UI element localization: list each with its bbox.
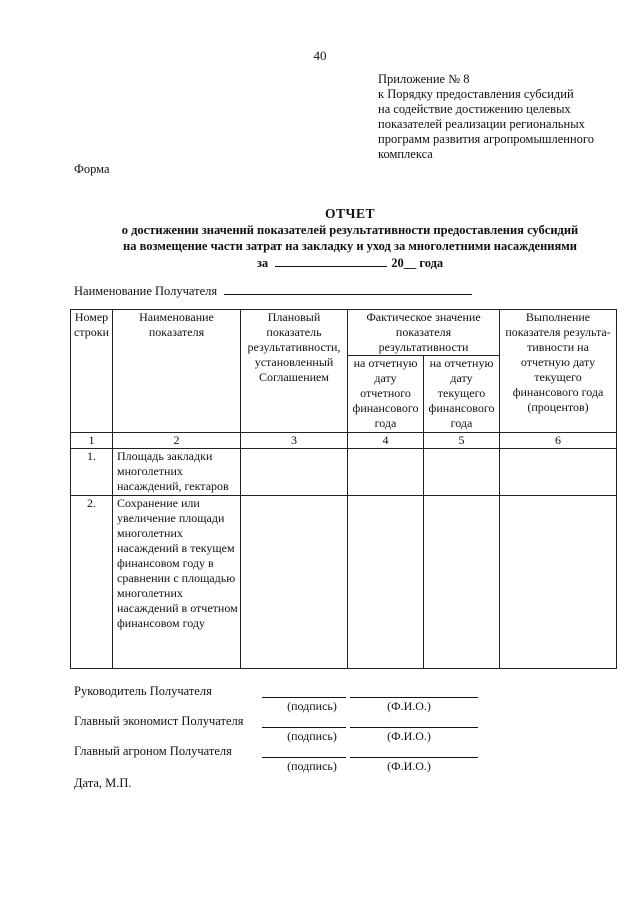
signature-line[interactable] [262,757,346,758]
column-numbering-row [71,433,617,449]
name-line[interactable] [350,757,478,758]
signature-line[interactable] [262,697,346,698]
title-heading: ОТЧЕТ [325,206,375,221]
actual-prev-cell[interactable] [348,496,424,669]
signature-caption: (подпись) [287,759,337,773]
header-indicator-name: Наименование показателя [113,310,241,433]
date-stamp-label: Дата, М.П. [74,776,132,790]
column-number: 5 [424,433,500,449]
signature-caption: (подпись) [287,729,337,743]
recipient-row [74,282,472,299]
signature-line[interactable] [262,727,346,728]
header-row-number: Номер строки [71,310,113,433]
table-row [71,496,617,669]
actual-prev-cell[interactable] [348,449,424,496]
appendix-line: на содействие достижению целевых [378,102,571,116]
actual-current-cell[interactable] [424,449,500,496]
recipient-blank[interactable] [224,282,472,295]
planned-value-cell[interactable] [241,496,348,669]
header-actual-prev-year: на отчетную дату отчетного финансового года [348,356,424,433]
name-caption: (Ф.И.О.) [387,699,431,713]
column-number: 1 [71,433,113,449]
signature-caption: (подпись) [287,699,337,713]
form-label: Форма [74,162,110,176]
column-number: 3 [241,433,348,449]
column-number: 6 [500,433,617,449]
name-caption: (Ф.И.О.) [387,729,431,743]
name-caption: (Ф.И.О.) [387,759,431,773]
header-actual-current-year: на отчетную дату текущего финансового года [424,356,500,433]
signature-label-director: Руководитель Получателя [74,684,212,698]
header-fulfillment: Выполнение показателя результа-тивности на отчетную дату текущего финансового года (процентов) [500,310,617,433]
period-suffix: 20__ года [391,256,444,270]
appendix-line: Приложение № 8 [378,72,470,86]
recipient-label: Наименование Получателя [74,284,218,298]
indicator-name: Площадь закладки многолетних насаждений, гектаров [113,449,241,496]
actual-current-cell[interactable] [424,496,500,669]
page-number: 40 [313,48,327,63]
name-line[interactable] [350,727,478,728]
column-number: 4 [348,433,424,449]
fulfillment-cell[interactable] [500,496,617,669]
header-planned-value: Плановый показатель результативности, установленный Соглашением [241,310,348,433]
column-number: 2 [113,433,241,449]
name-line[interactable] [350,697,478,698]
indicator-name: Сохранение или увеличение площади многолетних насаждений в текущем финансовом году в сравнении с площадью многолетних насаждений в отчетном финансовом году [113,496,241,669]
row-number: 1. [71,449,113,496]
period-blank[interactable] [275,254,387,267]
table-row [71,449,617,496]
title-line: о достижении значений показателей результативности предоставления субсидий [121,223,579,237]
signature-label-economist: Главный экономист Получателя [74,714,244,728]
header-actual-value: Фактическое значение показателя результативности [348,310,500,356]
period-prefix: за [256,256,269,270]
signature-label-agronomist: Главный агроном Получателя [74,744,232,758]
report-title [60,206,640,271]
planned-value-cell[interactable] [241,449,348,496]
appendix-line: комплекса [378,147,433,161]
title-line: на возмещение части затрат на закладку и уход за многолетними насаждениями [123,239,577,253]
appendix-line: программ развития агропромышленного [378,132,594,146]
appendix-block [378,72,628,162]
title-period [60,254,640,271]
appendix-line: показателей реализации региональных [378,117,585,131]
fulfillment-cell[interactable] [500,449,617,496]
row-number: 2. [71,496,113,669]
report-table [70,309,617,669]
appendix-line: к Порядку предоставления субсидий [378,87,574,101]
